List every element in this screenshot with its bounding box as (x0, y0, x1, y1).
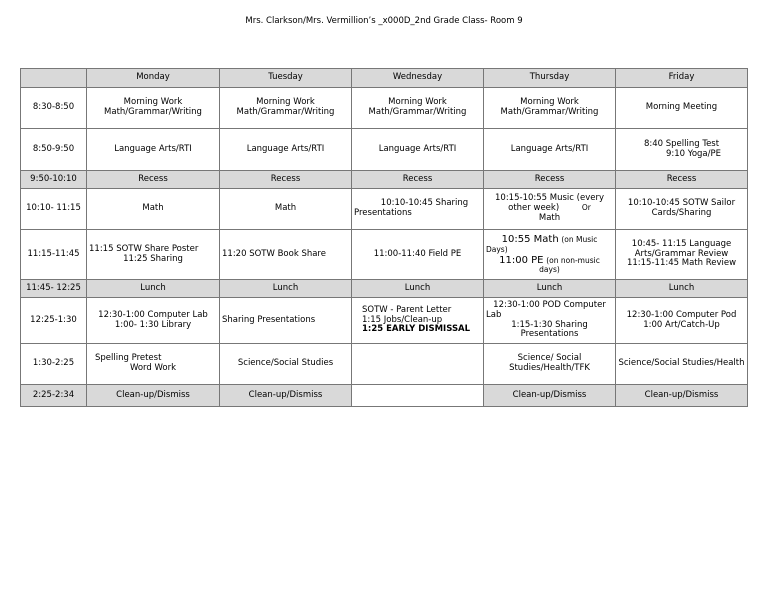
cell-line: Math/Grammar/Writing (236, 107, 335, 117)
cell-line: 9:10 Yoga/PE (665, 148, 722, 159)
cell-line: Math (538, 212, 561, 223)
time-cell: 1:30-2:25 (21, 344, 87, 385)
schedule-cell: Clean-up/Dismiss (484, 385, 616, 407)
schedule-cell (352, 344, 484, 385)
schedule-cell: Math (87, 189, 220, 230)
schedule-row (21, 189, 748, 230)
cell-line: Presentations (520, 329, 579, 340)
schedule-cell: 11:00-11:40 Field PE (352, 230, 484, 280)
day-header: Monday (87, 69, 220, 88)
schedule-cell: Clean-up/Dismiss (220, 385, 352, 407)
schedule-cell (616, 230, 748, 280)
cell-line: Morning Meeting (645, 102, 718, 113)
cell-line: 1:25 EARLY DISMISSAL (362, 324, 471, 335)
cell-line: 1:00 Art/Catch-Up (643, 319, 720, 330)
schedule-cell (484, 88, 616, 129)
schedule-cell: Recess (616, 171, 748, 189)
cell-line: 11:25 Sharing (123, 253, 183, 264)
time-cell: 8:30-8:50 (21, 88, 87, 129)
schedule-row (21, 298, 748, 344)
schedule-cell: Recess (220, 171, 352, 189)
header-row (21, 69, 748, 88)
cell-text: 11:00 PE (499, 254, 544, 266)
schedule-cell: 11:20 SOTW Book Share (220, 230, 352, 280)
cell-line: Studies/Health/TFK (509, 363, 590, 373)
schedule-cell (87, 88, 220, 129)
cell-line: 10:10-10:45 SOTW Sailor (627, 198, 736, 209)
cell-line: Arts/Grammar Review (634, 248, 729, 259)
cell-text: (on non-music (546, 255, 600, 265)
schedule-cell: Recess (484, 171, 616, 189)
schedule-row (21, 385, 748, 407)
cell-line: Days) (486, 244, 508, 254)
cell-line: Morning Work (123, 97, 183, 108)
schedule-cell (484, 230, 616, 280)
cell-line: 8:40 Spelling Test (643, 138, 720, 149)
schedule-row (21, 344, 748, 385)
schedule-cell (616, 88, 748, 129)
schedule-cell: Lunch (616, 280, 748, 298)
cell-line: Spelling Pretest (95, 353, 162, 364)
schedule-cell: Sharing Presentations (220, 298, 352, 344)
time-cell: 11:45- 12:25 (21, 280, 87, 298)
cell-line: 10:10-10:45 Sharing (380, 198, 469, 209)
schedule-cell (484, 298, 616, 344)
schedule-cell (352, 298, 484, 344)
schedule-cell (484, 189, 616, 230)
schedule-cell (87, 298, 220, 344)
cell-line: Math/Grammar/Writing (368, 107, 467, 117)
schedule-cell (352, 189, 484, 230)
cell-line: 12:30-1:00 Computer Lab (98, 309, 208, 320)
schedule-cell (484, 344, 616, 385)
cell-line: Presentations (354, 208, 412, 218)
cell-line: 1:15 Jobs/Clean-up (362, 314, 443, 325)
schedule-cell (87, 344, 220, 385)
schedule-row (21, 171, 748, 189)
schedule-row (21, 230, 748, 280)
day-header: Tuesday (220, 69, 352, 88)
schedule-cell: Language Arts/RTI (352, 129, 484, 171)
schedule-cell: Clean-up/Dismiss (616, 385, 748, 407)
schedule-cell: Science/Social Studies/Health (616, 344, 748, 385)
cell-line: 11:15 SOTW Share Poster (89, 243, 199, 254)
schedule-cell (352, 385, 484, 407)
schedule-cell: Recess (87, 171, 220, 189)
day-header: Wednesday (352, 69, 484, 88)
schedule-cell (87, 230, 220, 280)
cell-line: Morning Work (256, 97, 315, 108)
schedule-cell: Recess (352, 171, 484, 189)
schedule-cell: Science/Social Studies (220, 344, 352, 385)
time-cell: 10:10- 11:15 (21, 189, 87, 230)
time-cell: 2:25-2:34 (21, 385, 87, 407)
cell-text: Or (581, 203, 591, 213)
day-header: Friday (616, 69, 748, 88)
schedule-cell: Lunch (352, 280, 484, 298)
cell-line: 10:15-10:55 Music (every (495, 193, 604, 204)
cell-text: other week) (508, 203, 560, 214)
schedule-row (21, 129, 748, 171)
schedule-cell: Clean-up/Dismiss (87, 385, 220, 407)
schedule-row (21, 88, 748, 129)
cell-line: 1:15-1:30 Sharing (511, 319, 588, 330)
corner-cell (21, 69, 87, 88)
time-cell: 9:50-10:10 (21, 171, 87, 189)
schedule-table (20, 68, 748, 407)
cell-line: 1:00- 1:30 Library (114, 319, 192, 330)
schedule-cell: Lunch (484, 280, 616, 298)
time-cell: 8:50-9:50 (21, 129, 87, 171)
schedule-cell: Language Arts/RTI (87, 129, 220, 171)
cell-line: 11:15-11:45 Math Review (626, 258, 737, 269)
schedule-cell (616, 129, 748, 171)
time-cell: 11:15-11:45 (21, 230, 87, 280)
cell-line: days) (539, 265, 560, 275)
cell-line: Word Work (129, 363, 177, 373)
cell-line: Science/ Social (517, 353, 582, 364)
schedule-cell (616, 189, 748, 230)
cell-text: 10:55 Math (501, 234, 559, 246)
schedule-cell: Language Arts/RTI (220, 129, 352, 171)
cell-line: Morning Work (388, 97, 447, 108)
schedule-cell (220, 88, 352, 129)
schedule-cell (616, 298, 748, 344)
cell-line: Math/Grammar/Writing (500, 107, 599, 117)
schedule-cell: Math (220, 189, 352, 230)
cell-line: Morning Work (520, 97, 579, 108)
page-title: Mrs. Clarkson/Mrs. Vermillion’s _x000D_2nd Grade Class- Room 9 (245, 16, 523, 26)
schedule-cell: Lunch (87, 280, 220, 298)
cell-line: Cards/Sharing (651, 208, 712, 218)
cell-text: (on Music (561, 235, 598, 245)
time-cell: 12:25-1:30 (21, 298, 87, 344)
cell-line: Math/Grammar/Writing (104, 107, 202, 117)
cell-line: 10:45- 11:15 Language (631, 238, 732, 249)
day-header: Thursday (484, 69, 616, 88)
schedule-cell (352, 88, 484, 129)
schedule-row (21, 280, 748, 298)
schedule-cell: Language Arts/RTI (484, 129, 616, 171)
schedule-cell: Lunch (220, 280, 352, 298)
cell-line: Lab (486, 309, 502, 320)
cell-line: 12:30-1:00 Computer Pod (626, 309, 737, 320)
cell-line: SOTW - Parent Letter (362, 304, 452, 315)
cell-line: 12:30-1:00 POD Computer (493, 299, 606, 310)
